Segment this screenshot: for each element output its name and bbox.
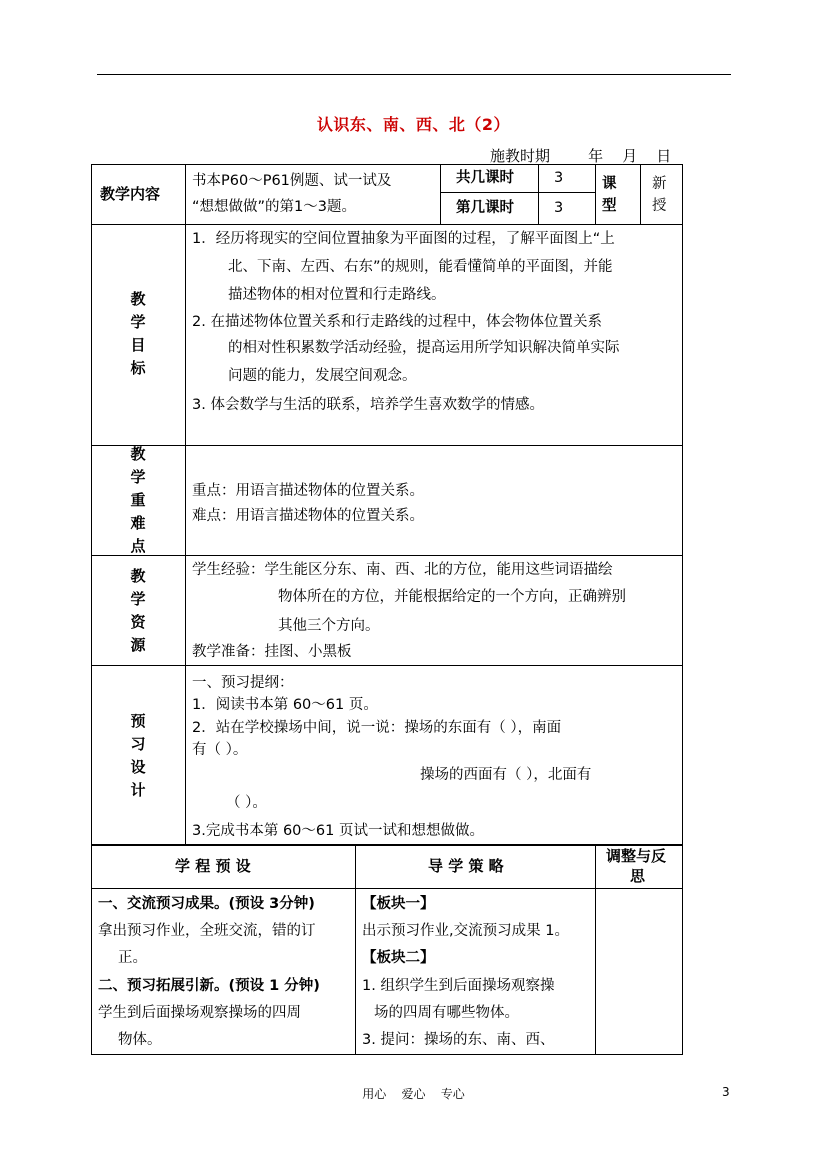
difficulty-text: 难点：用语言描述物体的位置关系。 (192, 508, 424, 524)
preview-line: 操场的西面有（ ），北面有 (420, 767, 592, 783)
content-line1: 书本P60～P61例题、试一试及 (192, 173, 392, 189)
preview-line: 一、预习提纲： (192, 675, 294, 691)
goal-line: 北、下南、左西、右东”的规则，能看懂简单的平面图，并能 (228, 259, 613, 275)
page-number: 3 (722, 1085, 730, 1099)
experience-line2: 物体所在的方位，并能根据给定的一个方向，正确辨别 (278, 589, 626, 605)
header-rule (97, 74, 731, 75)
goal-line: 问题的能力，发展空间观念。 (228, 368, 417, 384)
process-col-reflection-2: 思 (630, 867, 646, 885)
preview-line: （ ）。 (226, 795, 267, 811)
preview-line: 有（ ）。 (192, 742, 248, 758)
lesson-type-label-2: 型 (602, 198, 617, 214)
process-right-line: 场的四周有哪些物体。 (374, 1005, 519, 1021)
resources-label: 教 学 资 源 (130, 567, 146, 654)
total-hours-value: 3 (554, 170, 564, 186)
goal-line: 描述物体的相对位置和行走路线。 (228, 287, 446, 303)
current-hour-label: 第几课时 (456, 200, 514, 216)
preview-label: 预 习 设 计 (130, 712, 146, 799)
goal-line: 2. 在描述物体位置关系和行走路线的过程中，体会物体位置关系 (192, 314, 602, 330)
process-col-plan: 学 程 预 设 (175, 857, 251, 875)
process-col-strategy: 导 学 策 略 (428, 857, 504, 875)
process-right-line: 【板块二】 (362, 950, 435, 966)
date-line: 施教时期 年 月 日 (490, 147, 672, 165)
content-line2: “想想做做”的第1～3题。 (192, 199, 356, 215)
goals-label: 教 学 目 标 (130, 290, 146, 377)
process-left-line: 学生到后面操场观察操场的四周 (98, 1005, 301, 1021)
preparation-text: 教学准备：挂图、小黑板 (192, 644, 352, 660)
process-left-line: 拿出预习作业，全班交流，错的订 (98, 923, 316, 939)
experience-line1: 学生经验：学生能区分东、南、西、北的方位，能用这些词语描绘 (192, 562, 613, 578)
experience-line3: 其他三个方向。 (278, 618, 380, 634)
goal-line: 的相对性积累数学活动经验，提高运用所学知识解决简单实际 (228, 340, 620, 356)
lesson-type-label-1: 课 (602, 176, 617, 192)
lesson-type-value-2: 授 (652, 198, 667, 214)
goal-line: 3. 体会数学与生活的联系，培养学生喜欢数学的情感。 (192, 397, 544, 413)
goal-line: 1．经历将现实的空间位置抽象为平面图的过程，了解平面图上“上 (192, 231, 615, 247)
process-right-line: 【板块一】 (362, 896, 435, 912)
page-footer: 用心 爱心 专心 (362, 1087, 465, 1101)
process-left-line: 正。 (118, 950, 147, 966)
lesson-type-value-1: 新 (652, 176, 667, 192)
content-label: 教学内容 (100, 185, 161, 203)
process-left-line: 二、预习拓展引新。(预设 1 分钟) (98, 978, 320, 994)
total-hours-label: 共几课时 (456, 170, 514, 186)
process-right-line: 1. 组织学生到后面操场观察操 (362, 978, 555, 994)
process-right-line: 3. 提问：操场的东、南、西、 (362, 1032, 555, 1048)
page-title: 认识东、南、西、北（2） (316, 115, 511, 134)
preview-line: 1．阅读书本第 60～61 页。 (192, 697, 378, 713)
process-left-line: 物体。 (118, 1032, 162, 1048)
process-col-reflection-1: 调整与反 (606, 847, 667, 865)
process-left-line: 一、交流预习成果。(预设 3分钟) (98, 896, 315, 912)
process-right-line: 出示预习作业,交流预习成果 1。 (362, 923, 569, 939)
key-points-label: 教 学 重 难 点 (130, 445, 146, 555)
current-hour-value: 3 (554, 200, 564, 216)
focus-text: 重点：用语言描述物体的位置关系。 (192, 483, 424, 499)
preview-line: 2．站在学校操场中间，说一说：操场的东面有（ ），南面 (192, 720, 562, 736)
preview-line: 3.完成书本第 60～61 页试一试和想想做做。 (192, 823, 484, 839)
